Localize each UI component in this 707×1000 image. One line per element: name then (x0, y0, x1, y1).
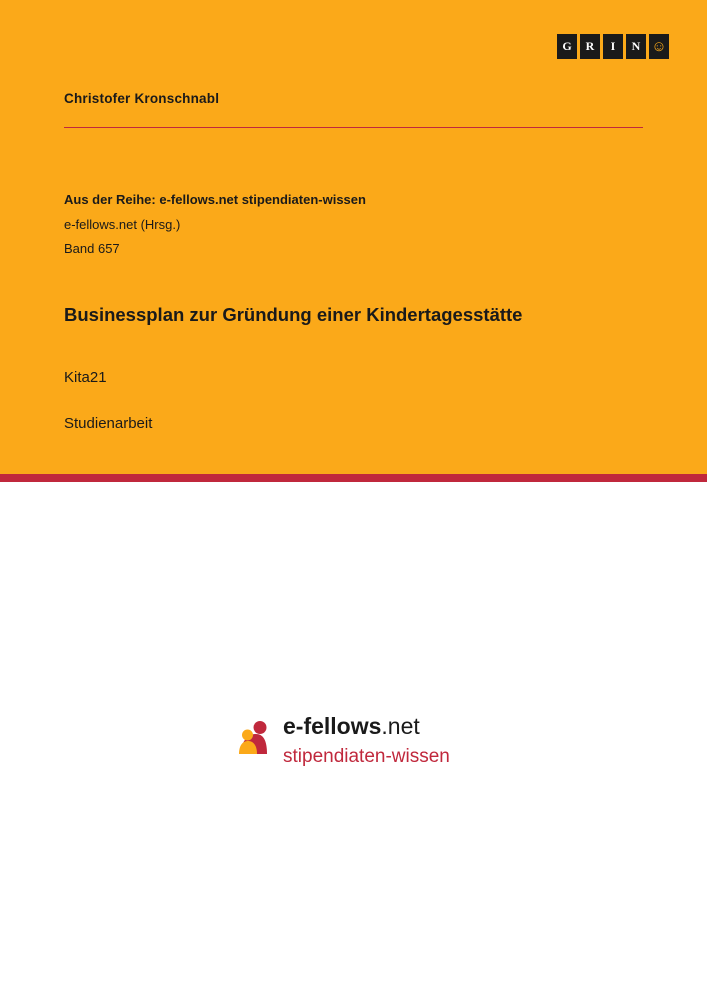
grin-letter-r: R (580, 34, 600, 59)
grin-logo (557, 34, 669, 59)
smiley-icon: ☺ (649, 34, 669, 59)
cover-header-panel (0, 0, 707, 474)
publisher-name-bold: e-fellows (283, 713, 382, 739)
publisher-name-rest: .net (381, 713, 420, 739)
volume-line: Band 657 (64, 241, 120, 256)
e-fellows-mark-icon (239, 721, 275, 755)
author-name: Christofer Kronschnabl (64, 91, 220, 106)
editor-line: e-fellows.net (Hrsg.) (64, 217, 181, 232)
author-divider (64, 127, 643, 128)
page-subtitle: Kita21 (64, 369, 107, 386)
grin-letter-g: G (557, 34, 577, 59)
publisher-tagline: stipendiaten-wissen (283, 746, 450, 767)
publisher-wordmark (283, 713, 420, 740)
publisher-logo (239, 713, 479, 783)
page-title: Businessplan zur Gründung einer Kindertagesstätte (64, 304, 523, 325)
grin-letter-i: I (603, 34, 623, 59)
cover-divider-red (0, 474, 707, 482)
document-type: Studienarbeit (64, 415, 153, 432)
grin-letter-n: N (626, 34, 646, 59)
series-line: Aus der Reihe: e-fellows.net stipendiaten-wissen (64, 192, 366, 207)
